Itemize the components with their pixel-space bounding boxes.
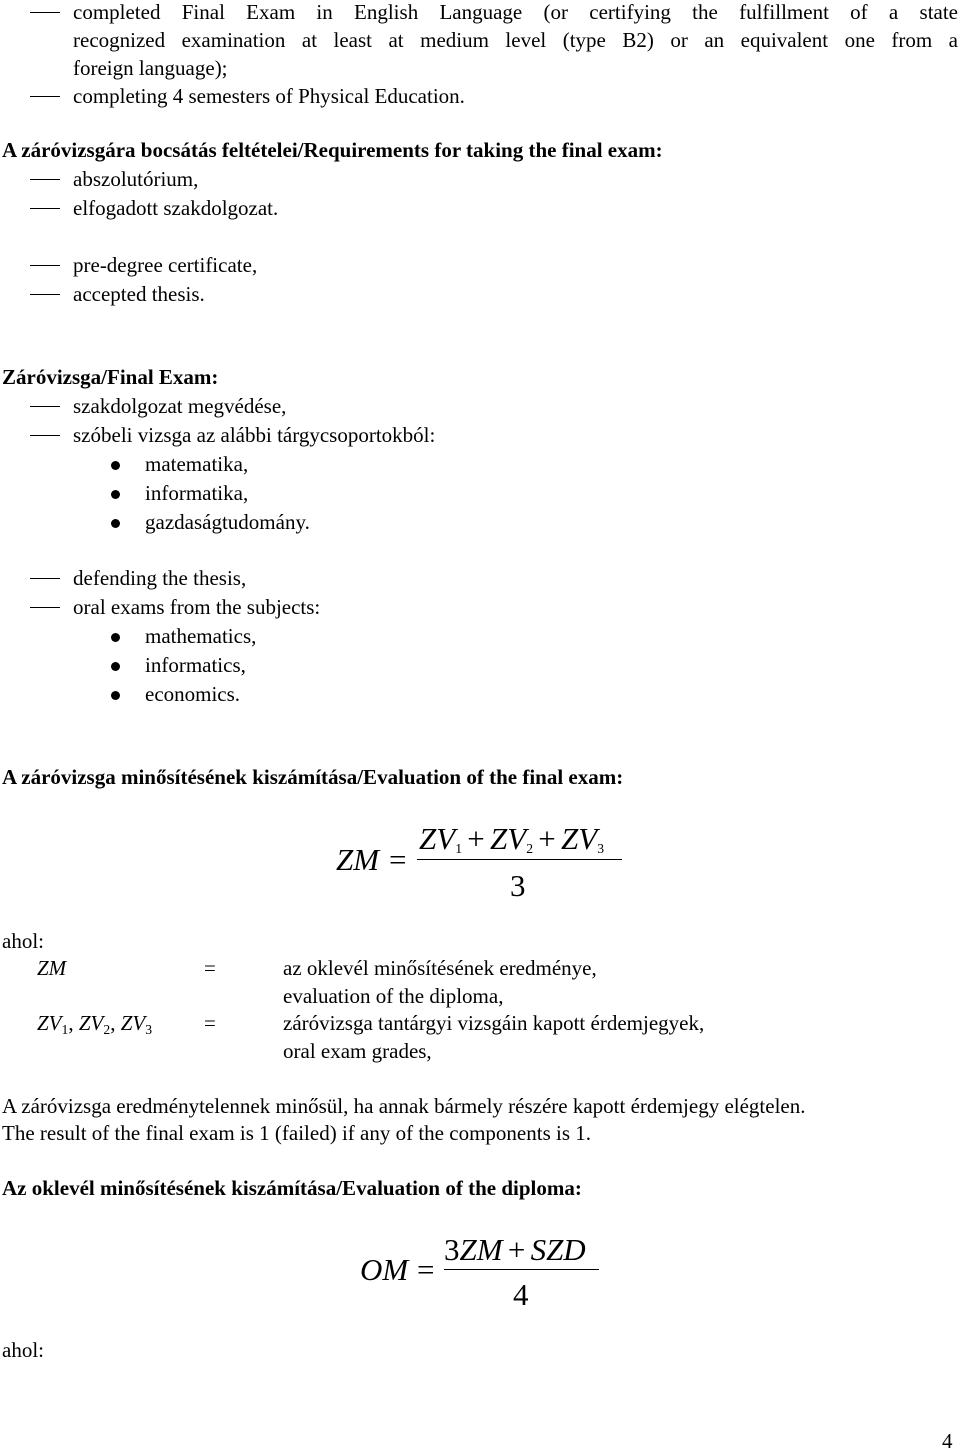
- list-item-text: abszolutórium,: [73, 167, 199, 191]
- dash-bullet: [30, 607, 60, 608]
- section-heading-final-exam: Záróvizsga/Final Exam:: [2, 365, 219, 389]
- round-bullet: [111, 691, 120, 700]
- formula-lhs: ZM: [336, 842, 380, 877]
- definition-text: oral exam grades,: [283, 1039, 432, 1063]
- sublist-item-text: informatics,: [145, 653, 246, 677]
- definition-text: az oklevél minősítésének eredménye,: [283, 956, 597, 980]
- fraction-line: [444, 1269, 599, 1270]
- definition-term-zv: $ZV_1$, $ZV_2$, $ZV_3$: [37, 1011, 153, 1038]
- where-label: ahol:: [2, 929, 44, 953]
- formula-numerator: $ZV_1 + ZV_2 + ZV_3$: [419, 821, 605, 857]
- dash-bullet: [30, 294, 60, 295]
- list-item-text: foreign language);: [73, 56, 228, 80]
- list-item-text: pre-degree certificate,: [73, 253, 258, 277]
- list-item-text: completing 4 semesters of Physical Education.: [73, 84, 465, 108]
- note-en: The result of the final exam is 1 (failed) if any of the components is 1.: [2, 1121, 591, 1145]
- formula-lhs: OM: [360, 1252, 409, 1287]
- round-bullet: [111, 519, 120, 528]
- list-item-text: szóbeli vizsga az alábbi tárgycsoportokból:: [73, 423, 436, 447]
- dash-bullet: [30, 435, 60, 436]
- definition-term-zm: ZM: [37, 956, 67, 980]
- round-bullet: [111, 662, 120, 671]
- definition-equals: =: [204, 1011, 216, 1035]
- sublist-item-text: economics.: [145, 682, 241, 706]
- list-item-text: accepted thesis.: [73, 282, 205, 306]
- note-hu: A záróvizsga eredménytelennek minősül, ha annak bármely részére kapott érdemjegy elégtelen.: [2, 1094, 806, 1118]
- formula-numerator: 3ZM + SZD: [444, 1232, 586, 1267]
- where-label: ahol:: [2, 1338, 44, 1362]
- dash-bullet: [30, 265, 60, 266]
- dash-bullet: [30, 208, 60, 209]
- list-item-text: szakdolgozat megvédése,: [73, 394, 287, 418]
- fraction-line: [417, 859, 622, 860]
- sublist-item-text: gazdaságtudomány.: [145, 510, 310, 534]
- section-heading-evaluation-diploma: Az oklevél minősítésének kiszámítása/Evaluation of the diploma:: [2, 1176, 582, 1200]
- round-bullet: [111, 461, 120, 470]
- list-item-text: recognized examination at least at medium level (type B2) or an equivalent one from a: [73, 28, 958, 52]
- round-bullet: [111, 490, 120, 499]
- sublist-item-text: matematika,: [145, 452, 249, 476]
- section-heading-requirements: A záróvizsgára bocsátás feltételei/Requirements for taking the final exam:: [2, 138, 663, 162]
- dash-bullet: [30, 12, 60, 13]
- dash-bullet: [30, 179, 60, 180]
- sublist-item-text: mathematics,: [145, 624, 257, 648]
- page-number: 4: [942, 1429, 953, 1453]
- section-heading-evaluation-exam: A záróvizsga minősítésének kiszámítása/Evaluation of the final exam:: [2, 765, 624, 789]
- list-item-text: elfogadott szakdolgozat.: [73, 196, 279, 220]
- definition-equals: =: [204, 956, 216, 980]
- dash-bullet: [30, 406, 60, 407]
- list-item-text: completed Final Exam in English Language (or certifying the fulfillment of a state: [73, 0, 958, 24]
- formula-equals: =: [389, 842, 407, 877]
- dash-bullet: [30, 578, 60, 579]
- formula-equals: =: [417, 1252, 435, 1287]
- definition-text: evaluation of the diploma,: [283, 984, 504, 1008]
- formula-denominator: 3: [510, 868, 526, 903]
- definition-text: záróvizsga tantárgyi vizsgáin kapott érdemjegyek,: [283, 1011, 705, 1035]
- list-item-text: defending the thesis,: [73, 566, 247, 590]
- round-bullet: [111, 633, 120, 642]
- formula-denominator: 4: [513, 1277, 529, 1312]
- sublist-item-text: informatika,: [145, 481, 249, 505]
- list-item-text: oral exams from the subjects:: [73, 595, 321, 619]
- dash-bullet: [30, 96, 60, 97]
